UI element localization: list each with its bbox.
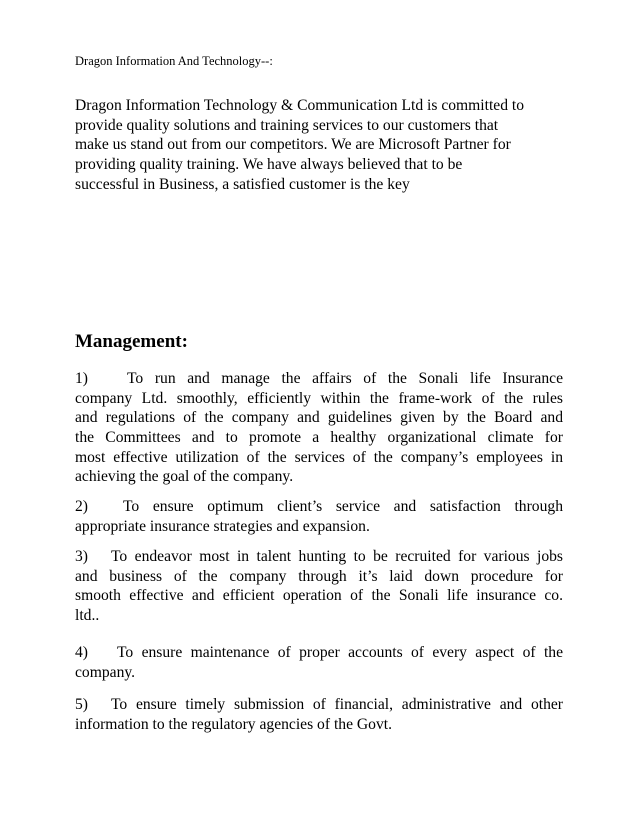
intro-line: successful in Business, a satisfied customer is the key [75, 175, 410, 193]
item-line: information to the regulatory agencies of the Govt. [75, 715, 392, 733]
item-line: To run and manage the affairs of the Sonali life Insurance [127, 370, 563, 387]
management-item-5 [75, 695, 563, 734]
item-first-line [75, 369, 563, 389]
item-line: To ensure maintenance of proper accounts of every aspect of the [117, 644, 563, 661]
intro-line: Dragon Information Technology & Communication Ltd is committed to [75, 97, 525, 114]
management-title: Management: [75, 331, 188, 352]
intro-line: make us stand out from our competitors. We are Microsoft Partner for [75, 136, 511, 154]
item-first-line [75, 643, 563, 663]
item-line: smooth effective and efficient operation of the Sonali life insurance co. [75, 587, 563, 605]
item-line: To ensure timely submission of financial, administrative and other [111, 696, 563, 713]
item-number: 1) [75, 370, 88, 387]
item-first-line [75, 695, 563, 715]
item-number: 4) [75, 644, 88, 661]
intro-paragraph [75, 96, 563, 195]
item-first-line [75, 497, 563, 517]
item-first-line [75, 547, 563, 567]
item-line: appropriate insurance strategies and expansion. [75, 517, 370, 535]
item-number: 2) [75, 498, 88, 515]
intro-line: provide quality solutions and training services to our customers that [75, 116, 499, 134]
item-line: the Committees and to promote a healthy organizational climate for [75, 429, 563, 447]
item-line: company. [75, 663, 136, 681]
item-line: most effective utilization of the services of the company’s employees in [75, 448, 563, 466]
item-line: To ensure optimum client’s service and satisfaction through [123, 498, 563, 515]
item-line: achieving the goal of the company. [75, 468, 294, 486]
item-line: ltd.. [75, 607, 100, 625]
item-line: and regulations of the company and guidelines given by the Board and [75, 409, 563, 427]
item-line: company Ltd. smoothly, efficiently within the frame-work of the rules [75, 389, 563, 407]
company-heading: Dragon Information And Technology--: [75, 54, 273, 68]
management-item-4 [75, 643, 563, 682]
item-number: 3) [75, 548, 88, 565]
intro-line: providing quality training. We have always believed that to be [75, 156, 463, 174]
management-item-2 [75, 497, 563, 536]
management-item-3 [75, 547, 563, 626]
item-line: To endeavor most in talent hunting to be recruited for various jobs [111, 548, 563, 565]
item-line: and business of the company through it’s laid down procedure for [75, 567, 563, 585]
item-number: 5) [75, 696, 88, 713]
management-item-1 [75, 369, 563, 487]
